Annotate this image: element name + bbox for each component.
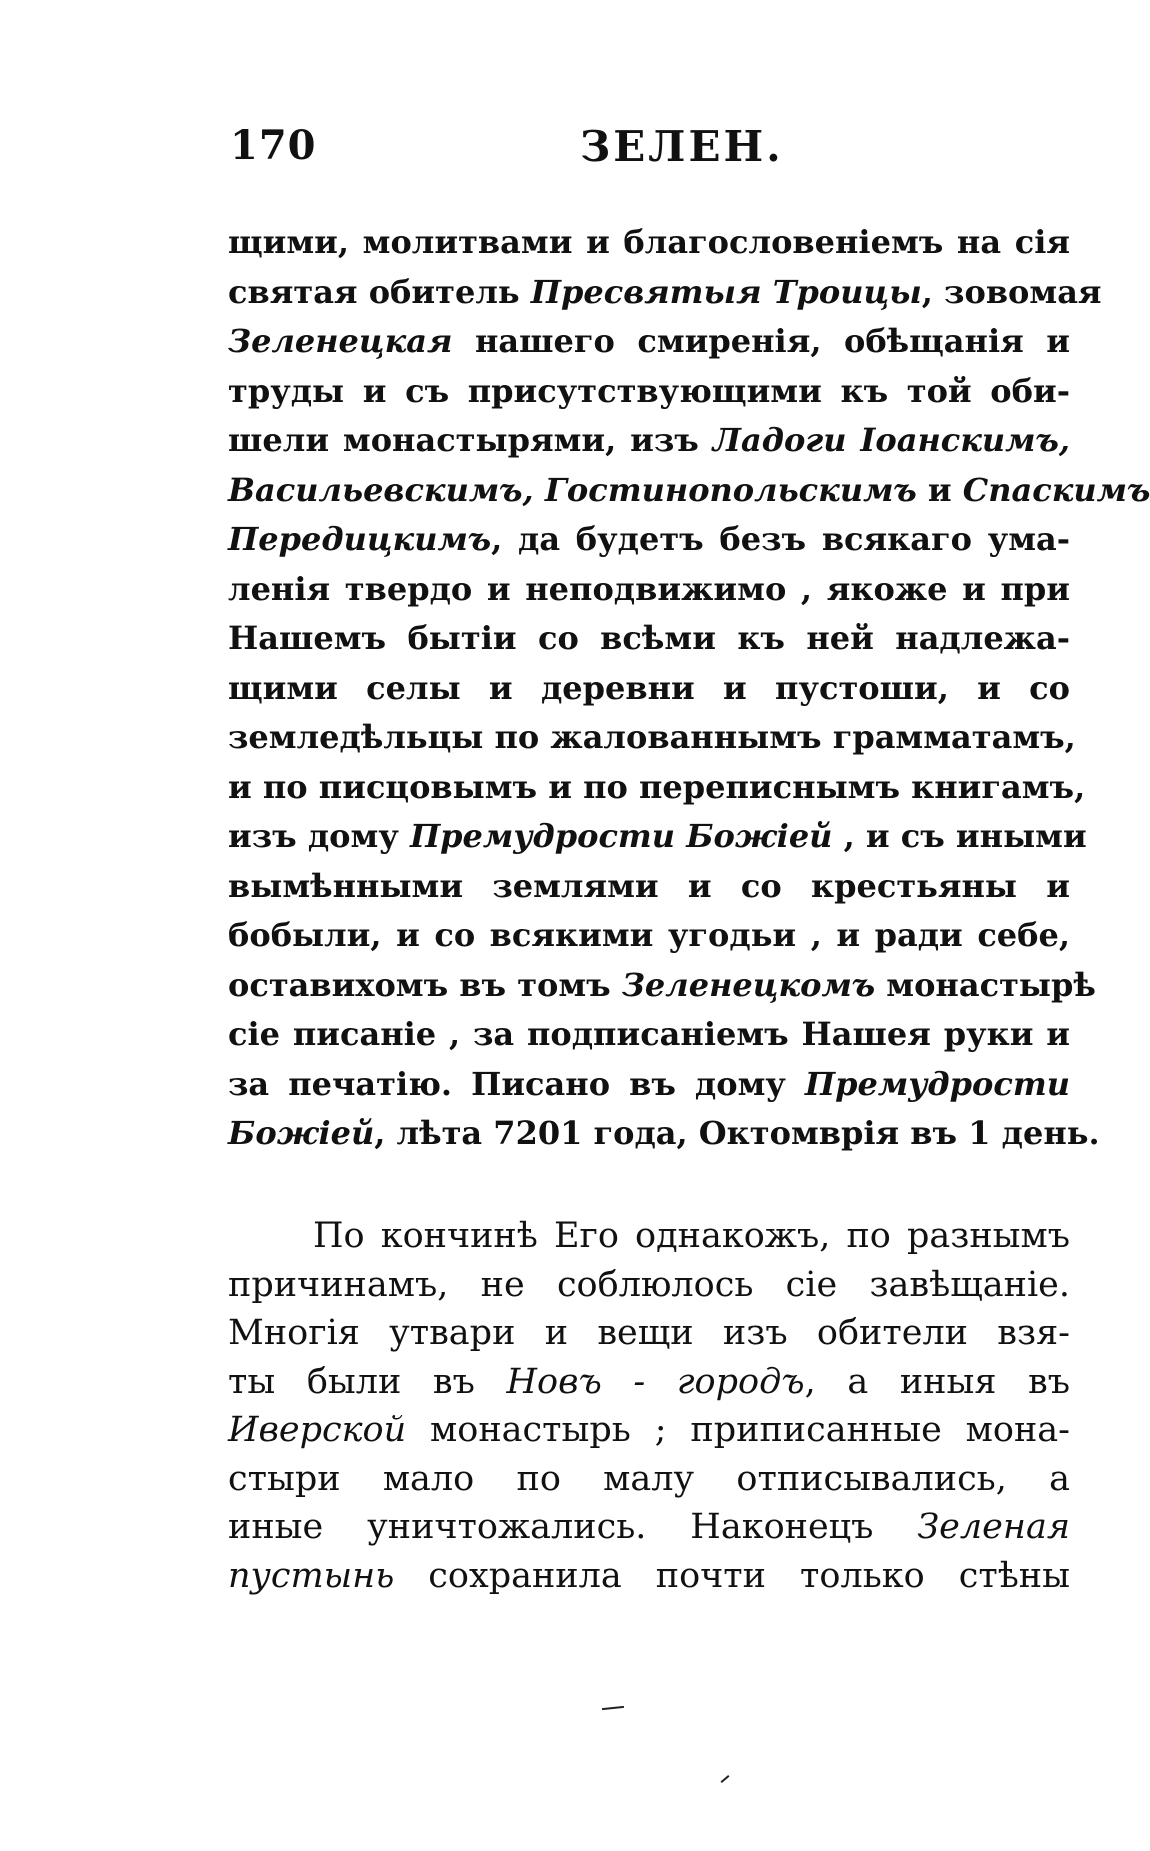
italic-text: Зеленецкомъ xyxy=(621,965,876,1004)
text-run: , а иныя въ xyxy=(804,1361,1070,1402)
text-line xyxy=(228,515,1070,565)
text-run: По кончинѣ Его однакожъ, по разнымъ xyxy=(313,1216,1070,1256)
text-line xyxy=(228,1455,1070,1504)
text-line xyxy=(228,1406,1070,1455)
italic-text: Передицкимъ xyxy=(228,520,492,558)
stray-mark xyxy=(602,1706,624,1710)
text-run: за печатію. Писано въ дому xyxy=(228,1064,805,1103)
text-line xyxy=(228,416,1070,466)
italic-text: Премудрости Божіей xyxy=(409,817,833,855)
text-line xyxy=(228,1503,1070,1552)
text-run: земледѣльцы по жалованнымъ грамматамъ, xyxy=(228,718,1076,756)
text-line xyxy=(228,268,1102,318)
text-run: Многія утвари и вещи изъ обители взя- xyxy=(228,1313,1070,1353)
text-run: труды и съ присутствующими къ той оби- xyxy=(228,371,1070,410)
text-run: нашего смиренія, обѣщанія и xyxy=(452,322,1070,360)
text-run: , лѣта 7201 года, Октомврія въ 1 день. xyxy=(374,1114,1100,1152)
text-line xyxy=(228,466,1150,516)
text-run: сіе писаніе , за подписаніемъ Нашея руки и xyxy=(228,1015,1070,1053)
text-line xyxy=(228,218,1070,268)
text-line xyxy=(228,1010,1070,1060)
text-run: шели монастырями, изъ xyxy=(228,421,713,459)
text-line xyxy=(228,763,1086,813)
text-run: иные уничтожались. Наконецъ xyxy=(228,1507,918,1547)
text-line xyxy=(228,961,1096,1011)
italic-text: Иверской xyxy=(228,1410,407,1450)
italic-text: Ладоги Іоанскимъ, xyxy=(712,421,1070,459)
text-line xyxy=(228,1060,1070,1110)
text-line xyxy=(228,614,1070,664)
page-number: 170 xyxy=(230,122,317,169)
text-line xyxy=(228,1261,1070,1310)
text-run: монастырь ; приписанные мона- xyxy=(406,1410,1070,1450)
text-line xyxy=(228,862,1070,912)
text-line xyxy=(228,1309,1070,1358)
italic-text: Новъ - городъ xyxy=(506,1361,805,1402)
text-line xyxy=(228,713,1076,763)
paragraph-1 xyxy=(228,218,1150,1159)
text-run: и по писцовымъ и по переписнымъ книгамъ, xyxy=(228,767,1086,806)
text-run: щими селы и деревни и пустоши, и со xyxy=(228,668,1070,707)
italic-text: Васильевскимъ, Гостинопольскимъ xyxy=(228,470,917,509)
italic-text: пустынь xyxy=(228,1555,395,1596)
text-line xyxy=(228,1109,1100,1159)
text-line xyxy=(228,911,1070,961)
text-run: монастырѣ xyxy=(875,965,1096,1004)
italic-text: Спаскимъ xyxy=(962,470,1150,509)
italic-text: Премудрости xyxy=(804,1064,1070,1103)
text-run: оставихомъ въ томъ xyxy=(228,965,622,1004)
text-line xyxy=(228,367,1070,417)
text-run: причинамъ, не соблюлось сіе завѣщаніе. xyxy=(228,1264,1070,1305)
text-run: изъ дому xyxy=(228,817,410,855)
text-run: святая обитель xyxy=(228,272,531,311)
text-run: вымѣнными землями и со крестьяны и xyxy=(228,866,1070,905)
text-run: щими, молитвами и благословеніемъ на сія xyxy=(228,223,1070,261)
text-run: ты были въ xyxy=(228,1361,507,1402)
italic-text: Божіей xyxy=(228,1114,375,1152)
text-run: сохранила почти только стѣны xyxy=(394,1555,1070,1596)
text-run: ленія твердо и неподвижимо , якоже и при xyxy=(228,569,1070,608)
text-run: и xyxy=(916,470,963,509)
text-line xyxy=(228,565,1070,615)
page-header xyxy=(230,122,1060,182)
text-line xyxy=(228,664,1070,714)
italic-text: Зеленая xyxy=(917,1507,1070,1547)
running-head: ЗЕЛЕН. xyxy=(580,122,784,171)
text-line xyxy=(228,1552,1070,1601)
text-line xyxy=(228,812,1087,862)
text-line xyxy=(228,1358,1070,1407)
text-run: Нашемъ бытіи со всѣми къ ней надлежа- xyxy=(228,619,1070,657)
text-run: , и съ иными xyxy=(832,817,1087,855)
text-run: , зовомая xyxy=(921,272,1102,311)
text-run: бобыли, и со всякими угодьи , и ради себе, xyxy=(228,916,1070,954)
paragraph-2 xyxy=(228,1212,1070,1600)
italic-text: Зеленецкая xyxy=(228,322,453,360)
text-run: , да будетъ безъ всякаго ума- xyxy=(491,520,1070,558)
stray-mark xyxy=(721,1775,730,1783)
text-line xyxy=(228,1212,1070,1261)
text-run: стыри мало по малу отписывались, а xyxy=(228,1458,1070,1499)
text-line xyxy=(228,317,1070,367)
italic-text: Пресвятыя Троицы xyxy=(530,272,922,311)
